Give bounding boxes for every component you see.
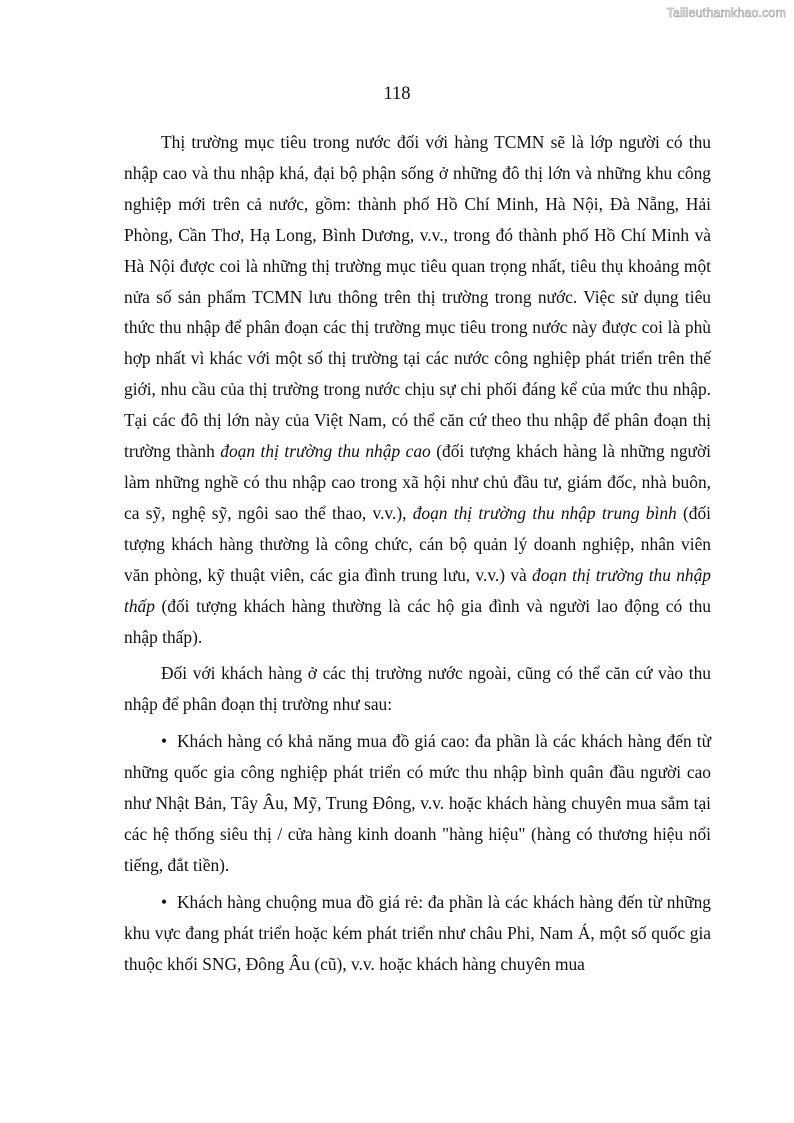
bullet-text: Khách hàng có khả năng mua đồ giá cao: đa phần là các khách hàng đến từ những quốc gia công nghiệp phát triển có mức thu nhập bình quân đầu người cao như Nhật Bản, Tây Âu, Mỹ, Trung Đông, v.v. hoặc khách hàng chuyên mua sắm tại các hệ thống siêu thị / cửa hàng kinh doanh "hàng hiệu" (hàng có thương hiệu nổi tiếng, đắt tiền). <box>124 731 711 875</box>
paragraph-text: Thị trường mục tiêu trong nước đối với hàng TCMN sẽ là lớp người có thu nhập cao và thu nhập khá, đại bộ phận sống ở những đô thị lớn và những khu công nghiệp mới trên cả nước, gồm: thành phố Hồ Chí Minh, Hà Nội, Đà Nẵng, Hải Phòng, Cần Thơ, Hạ Long, Bình Dương, v.v., trong đó thành phố Hồ Chí Minh và Hà Nội được coi là những thị trường mục tiêu quan trọng nhất, tiêu thụ khoảng một nửa số sản phẩm TCMN lưu thông trên thị trường trong nước. Việc sử dụng tiêu thức thu nhập để phân đoạn các thị trường mục tiêu trong nước này được coi là phù hợp nhất vì khác với một số thị trường tại các nước công nghiệp phát triển trên thế giới, nhu cầu của thị trường trong nước chịu sự chi phối đáng kể của mức thu nhập. Tại các đô thị lớn này của Việt Nam, có thể căn cứ theo thu nhập để phân đoạn thị trường thành <box>124 132 711 462</box>
paragraph-text: (đối tượng khách hàng là những người làm những nghề có thu nhập cao trong xã hội như chủ đầu tư, giám đốc, nhà buôn, ca sỹ, nghệ sỹ, ngôi sao thể thao, v.v.), <box>124 441 711 523</box>
bullet-text: Khách hàng chuộng mua đồ giá rẻ: đa phần là các khách hàng đến từ những khu vực đang phát triển hoặc kém phát triển như châu Phi, Nam Á, một số quốc gia thuộc khối SNG, Đông Âu (cũ), v.v. hoặc khách hàng chuyên mua <box>124 891 711 974</box>
bullet-item-low-price <box>124 887 711 980</box>
bullet-icon: • <box>161 891 168 912</box>
bullet-icon: • <box>161 731 168 752</box>
paragraph-target-market <box>124 127 711 652</box>
page-body <box>124 127 711 985</box>
italic-term-low-income: đoạn thị trường thu nhập thấp <box>124 564 712 616</box>
italic-term-high-income: đoạn thị trường thu nhập cao <box>220 441 431 462</box>
watermark-text: Tailieuthamkhao.com <box>666 6 786 20</box>
paragraph-foreign-markets: Đối với khách hàng ở các thị trường nước ngoài, cũng có thể căn cứ vào thu nhập để phân đoạn thị trường như sau: <box>124 663 711 715</box>
page-number: 118 <box>383 84 411 104</box>
bullet-item-high-price <box>124 726 711 881</box>
italic-term-middle-income: đoạn thị trường thu nhập trung bình <box>412 502 677 523</box>
paragraph-text: (đối tượng khách hàng thường là các hộ gia đình và người lao động có thu nhập thấp). <box>124 595 711 647</box>
paragraph-text: (đối tượng khách hàng thường là công chức, cán bộ quản lý doanh nghiệp, nhân viên văn phòng, kỹ thuật viên, các gia đình trung lưu, v.v.) và <box>124 502 711 585</box>
